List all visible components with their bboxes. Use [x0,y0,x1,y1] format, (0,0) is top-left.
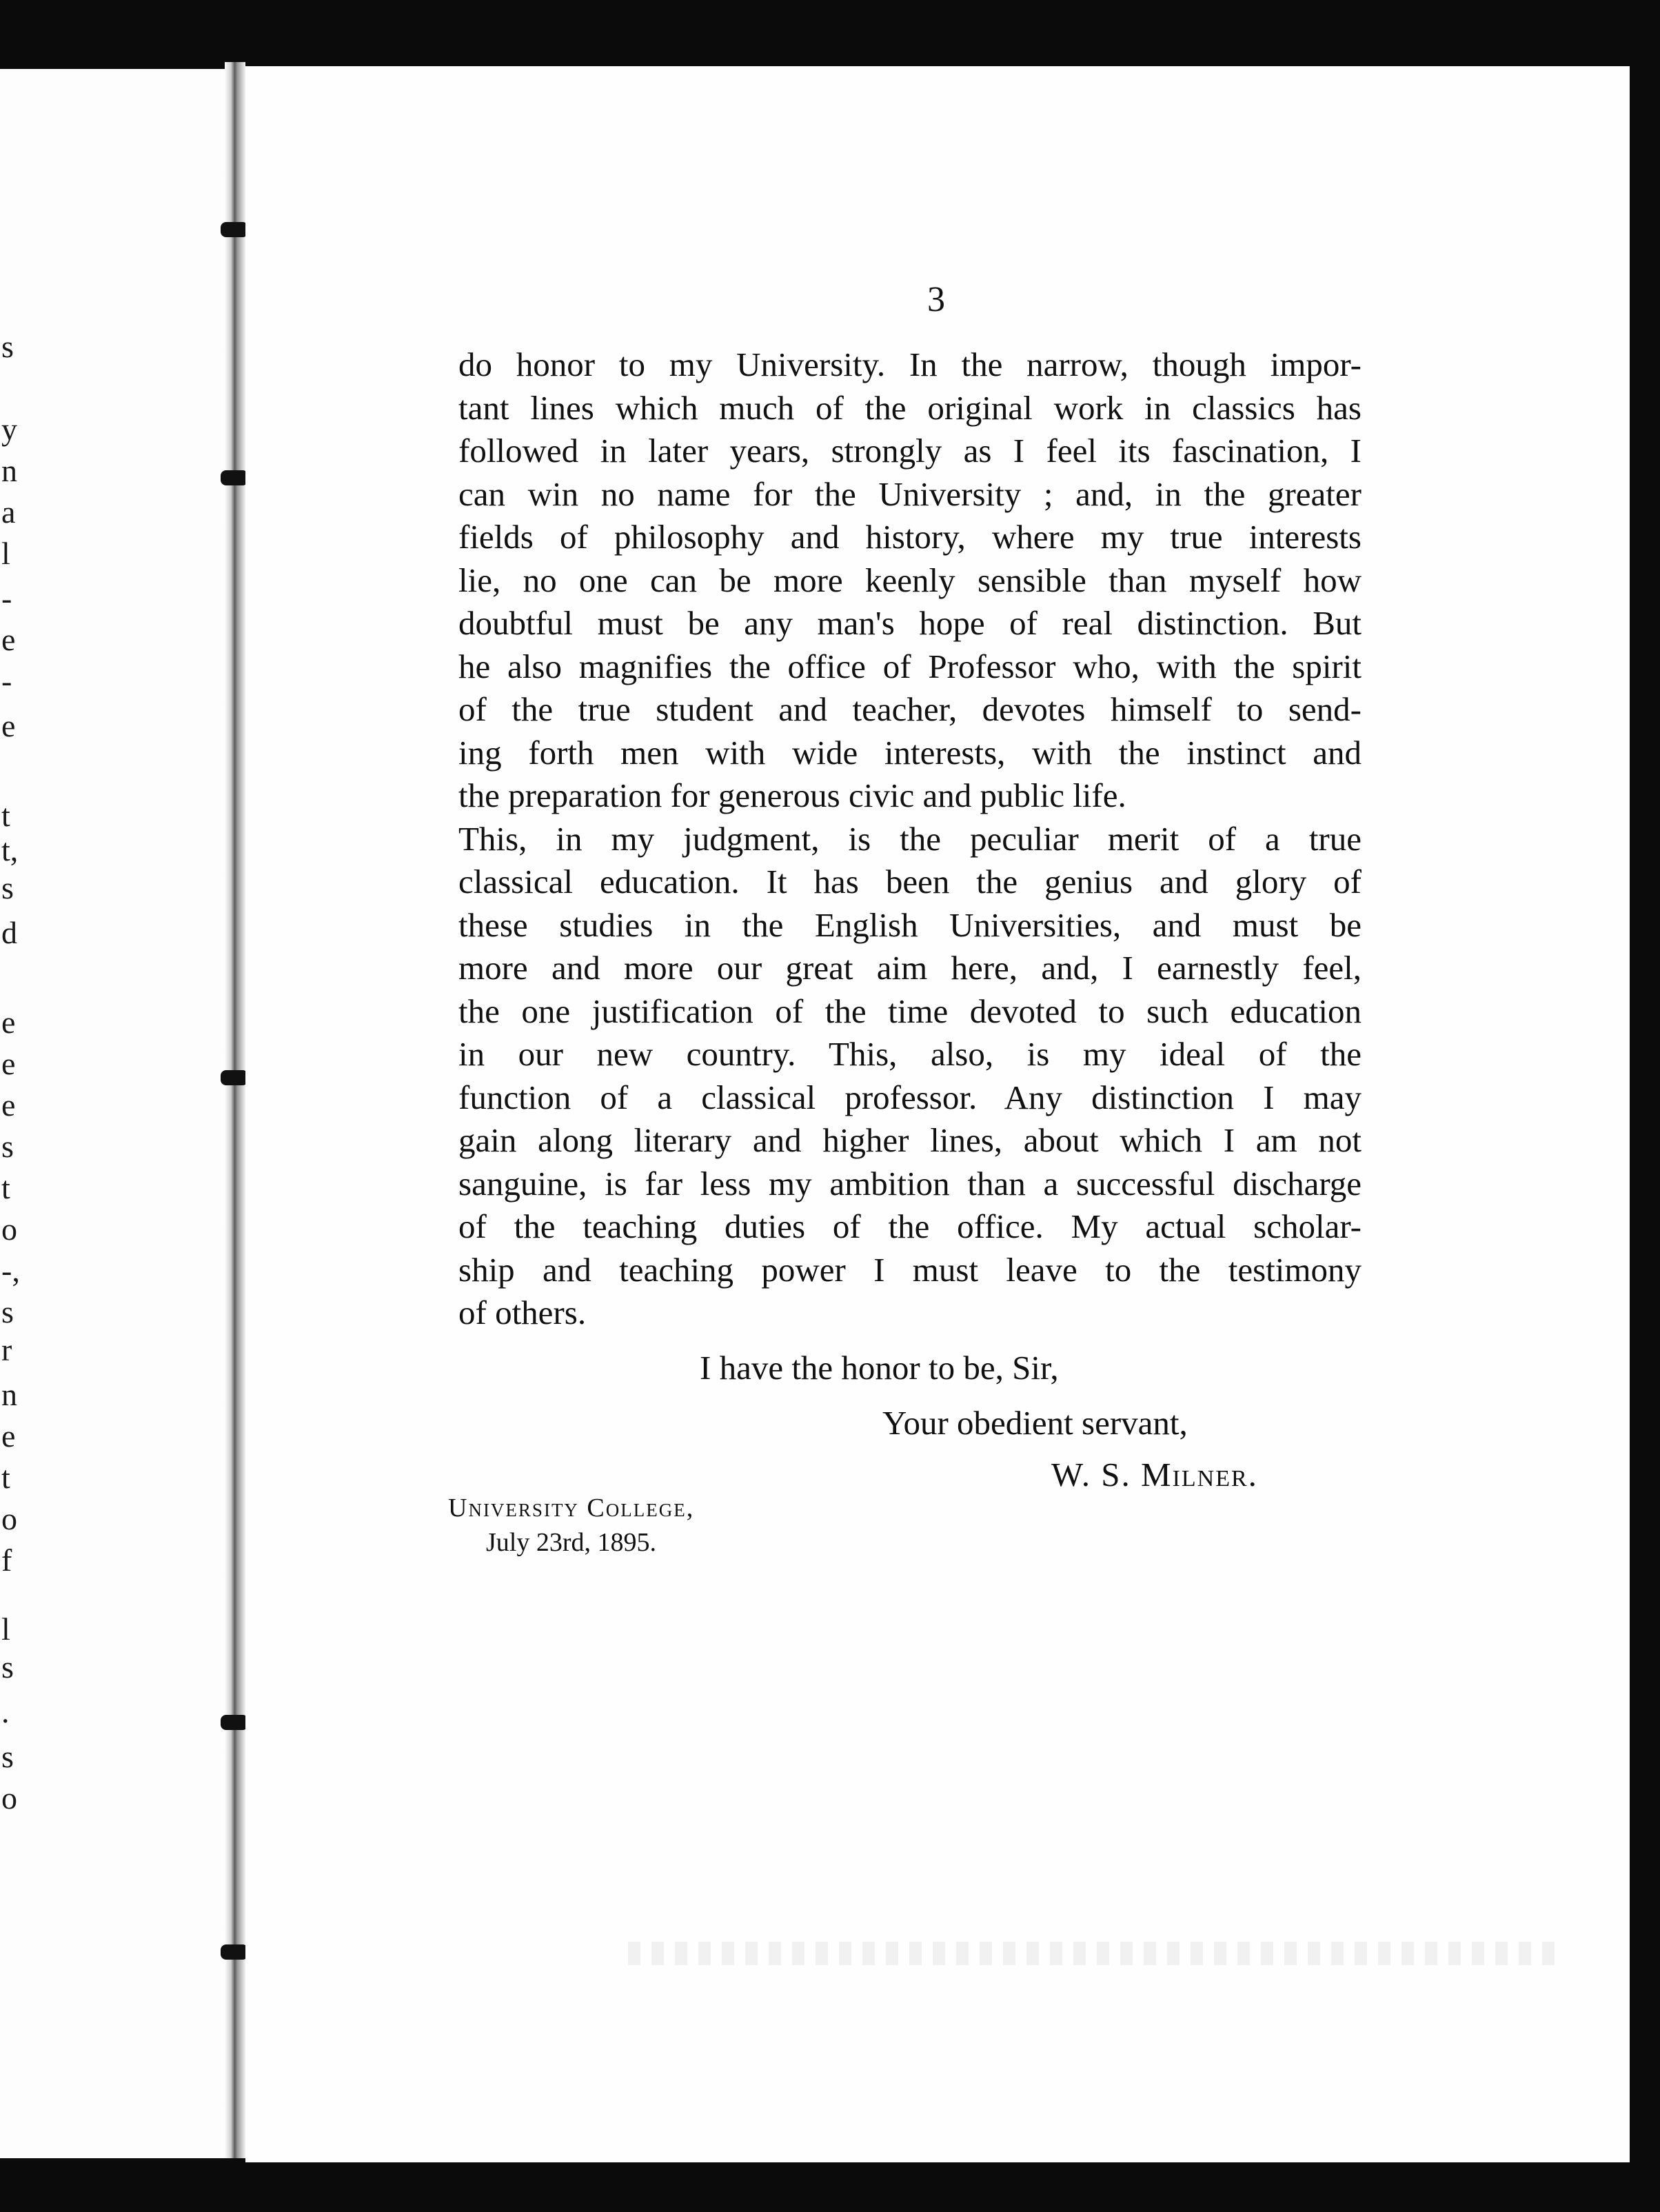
body-line: the one justification of the time devoted to such education [458,992,1362,1030]
body-line: sanguine, is far less my ambition than a successful discharge [458,1164,1362,1203]
left-page-fragment-text: s [1,1294,14,1329]
body-line: fields of philosophy and history, where my true interests [458,518,1362,556]
body-line: he also magnifies the office of Professor who, with the spirit [458,647,1362,685]
binding-stitch [221,222,248,237]
binding-stitch [221,1715,248,1730]
letter-closing: I have the honor to be, Sir, [700,1349,1059,1387]
left-page-fragment [0,69,225,2158]
body-line: doubtful must be any man's hope of real distinction. But [458,604,1362,642]
left-page-fragment-text: t [1,798,10,833]
binding-stitch [221,1944,248,1960]
body-line: lie, no one can be more keenly sensible than myself how [458,561,1362,599]
left-page-fragment-text: s [1,329,14,364]
left-page-fragment-text: t, [1,832,19,867]
left-page-fragment-text: y [1,412,17,447]
left-page-fragment-text: s [1,1649,14,1685]
left-page-fragment-text: n [1,1377,17,1412]
body-line: more and more our great aim here, and, I earnestly feel, [458,949,1362,987]
body-line: ing forth men with wide interests, with the instinct and [458,733,1362,772]
letter-place: University College, [448,1494,695,1522]
body-line: gain along literary and higher lines, about which I am not [458,1121,1362,1159]
left-page-fragment-text: a [1,494,16,530]
left-page-fragment-text: e [1,708,16,743]
body-line: followed in later years, strongly as I feel its fascination, I [458,432,1362,470]
binding-stitch [221,1070,248,1085]
left-page-fragment-text: t [1,1460,10,1495]
left-page-fragment-text: e [1,1087,16,1123]
letter-salutation: Your obedient servant, [882,1404,1188,1442]
left-page-fragment-text: l [1,536,10,571]
signature-name: W. S. Milner. [1051,1456,1258,1494]
left-page-fragment-text: d [1,915,17,950]
body-line: tant lines which much of the original work in classics has [458,388,1362,427]
left-page-fragment-text: - [1,581,12,616]
page-number: 3 [927,280,945,319]
left-page-fragment-text: -, [1,1253,20,1288]
body-line: in our new country. This, also, is my ideal of the [458,1035,1362,1073]
left-page-fragment-text: t [1,1170,10,1205]
left-page-fragment-text: n [1,453,17,488]
body-line: of others. [458,1294,587,1331]
left-page-fragment-text: o [1,1501,17,1536]
left-page-fragment-text: o [1,1780,17,1816]
letter-body [458,343,1362,1335]
bleed-through-text [628,1942,1559,1965]
left-page-fragment-text: . [1,1694,10,1729]
left-page-fragment-text: s [1,1739,14,1774]
body-line: do honor to my University. In the narrow, though impor- [458,345,1362,383]
body-line: function of a classical professor. Any distinction I may [458,1078,1362,1116]
left-page-fragment-text: e [1,1418,16,1454]
binding-stitch [221,470,248,485]
body-line: the preparation for generous civic and public life. [458,776,1126,814]
left-page-fragment-text: e [1,1046,16,1081]
body-line: This, in my judgment, is the peculiar merit of a true [458,819,1362,858]
page-gutter [225,62,245,2158]
left-page-text-fragments [0,69,225,2158]
left-page-fragment-text: e [1,1005,16,1040]
scan-border [1630,66,1660,2162]
left-page-fragment-text: s [1,870,14,905]
signature [1051,1455,1258,1494]
body-line: ship and teaching power I must leave to the testimony [458,1250,1362,1289]
left-page-fragment-text: e [1,622,16,657]
body-line: can win no name for the University ; and, in the greater [458,474,1362,513]
body-line: of the teaching duties of the office. My actual scholar- [458,1207,1362,1245]
body-line: of the true student and teacher, devotes himself to send- [458,690,1362,728]
left-page-fragment-text: o [1,1211,17,1247]
left-page-fragment-text: r [1,1332,12,1367]
left-page-fragment-text: s [1,1129,14,1164]
left-page-fragment-text: f [1,1542,12,1578]
left-page-fragment-text: l [1,1611,10,1647]
body-line: these studies in the English Universities, and must be [458,905,1362,944]
left-page-fragment-text: - [1,663,12,698]
body-line: classical education. It has been the genius and glory of [458,863,1362,901]
letter-date: July 23rd, 1895. [486,1528,656,1557]
